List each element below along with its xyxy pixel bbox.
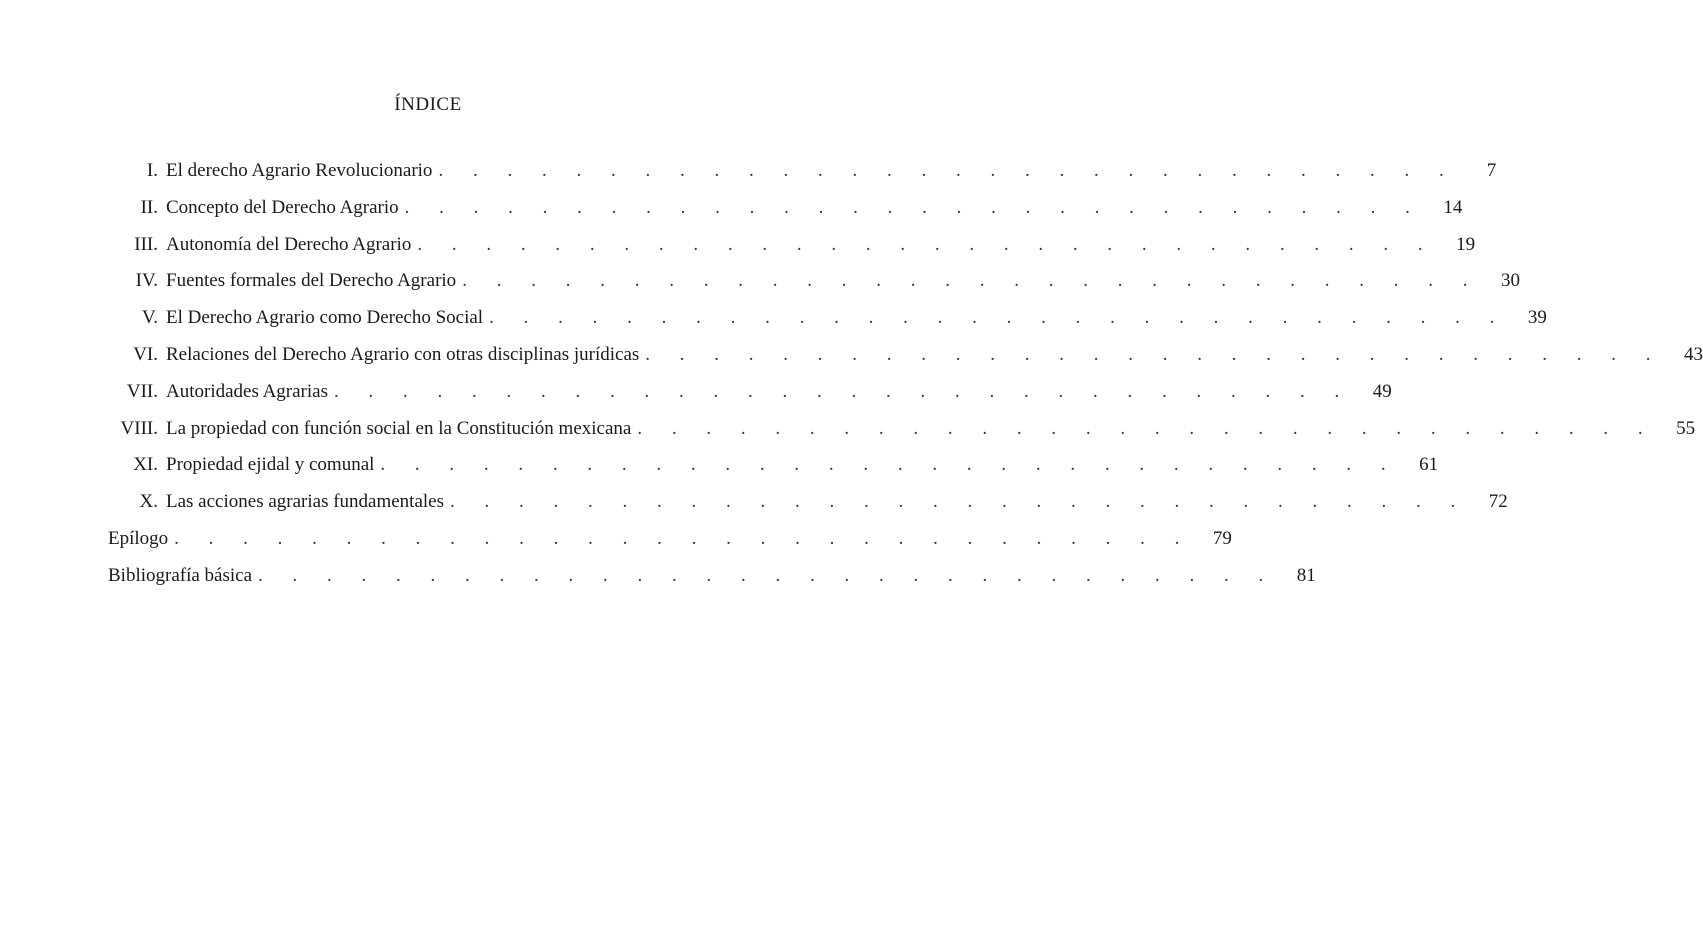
toc-entry-3 <box>108 233 1476 271</box>
toc-entry-5 <box>108 307 1547 344</box>
toc-entry-title: Fuentes formales del Derecho Agrario <box>166 270 457 292</box>
dot-leader: . . . . . . . . . . . . . . . . . . . . . . . . . . . . . . <box>645 343 1664 365</box>
toc-entry-number: X. <box>139 491 158 513</box>
dot-leader: . . . . . . . . . . . . . . . . . . . . . . . . . . . . . . <box>438 160 1457 181</box>
dot-leader: . . . . . . . . . . . . . . . . . . . . . . . . . . . . . . <box>637 417 1656 439</box>
dot-leader: . . . . . . . . . . . . . . . . . . . . . . . . . . . . . . <box>258 564 1276 586</box>
toc-entry-number: IV. <box>135 270 158 292</box>
dot-leader: . . . . . . . . . . . . . . . . . . . . . . . . . . . . . . <box>404 196 1423 218</box>
dot-leader: . . . . . . . . . . . . . . . . . . . . . . . . . . . . . . <box>462 270 1480 292</box>
dot-leader: . . . . . . . . . . . . . . . . . . . . . . . . . . . . . . <box>489 307 1507 329</box>
toc-entry-page: 79 <box>1212 527 1232 549</box>
toc-entry-number: VI. <box>133 343 158 365</box>
dot-leader: . . . . . . . . . . . . . . . . . . . . . . . . . . . . . . <box>333 380 1352 402</box>
toc-entry-number: II. <box>140 196 158 218</box>
dot-leader: . . . . . . . . . . . . . . . . . . . . . . . . . . . . . . <box>417 233 1436 255</box>
dot-leader: . . . . . . . . . . . . . . . . . . . . . . . . . . . . . . <box>380 454 1399 476</box>
toc-entry-10 <box>108 491 1508 528</box>
dot-leader: . . . . . . . . . . . . . . . . . . . . . . . . . . . . . . <box>174 527 1192 549</box>
toc-entry-title: Concepto del Derecho Agrario <box>166 196 399 218</box>
table-of-contents <box>108 160 1703 602</box>
toc-entry-7 <box>108 380 1392 418</box>
page-title: ÍNDICE <box>394 94 462 115</box>
toc-entry-bibliography <box>108 564 1316 602</box>
toc-entry-page: 30 <box>1500 270 1520 292</box>
toc-entry-page: 72 <box>1488 491 1508 513</box>
toc-entry-title: Las acciones agrarias fundamentales <box>166 491 445 513</box>
dot-leader: . . . . . . . . . . . . . . . . . . . . . . . . . . . . . . <box>450 491 1468 513</box>
toc-entry-page: 81 <box>1296 564 1316 586</box>
toc-entry-number: VIII. <box>120 417 158 439</box>
toc-entry-number: I. <box>146 160 158 181</box>
toc-entry-4 <box>108 270 1520 307</box>
toc-entry-page: 39 <box>1527 307 1547 329</box>
toc-entry-number: V. <box>141 307 158 329</box>
toc-entry-title: La propiedad con función social en la Constitución mexicana <box>166 417 632 439</box>
toc-entry-title: El derecho Agrario Revolucionario <box>166 160 433 181</box>
toc-entry-2 <box>108 196 1463 234</box>
toc-entry-title: Propiedad ejidal y comunal <box>166 454 375 476</box>
toc-entry-title: El Derecho Agrario como Derecho Social <box>166 307 484 329</box>
toc-entry-title: Epílogo <box>108 527 169 549</box>
toc-entry-title: Autoridades Agrarias <box>166 380 328 402</box>
toc-entry-number: XI. <box>133 454 158 476</box>
toc-entry-number: VII. <box>126 380 158 402</box>
toc-entry-page: 61 <box>1419 454 1439 476</box>
toc-entry-page: 19 <box>1456 233 1476 255</box>
toc-entry-page: 43 <box>1684 343 1703 365</box>
toc-entry-page: 14 <box>1443 196 1463 218</box>
toc-entry-page: 7 <box>1486 160 1497 181</box>
toc-entry-page: 55 <box>1676 417 1696 439</box>
toc-entry-title: Autonomía del Derecho Agrario <box>166 233 412 255</box>
toc-entry-title: Relaciones del Derecho Agrario con otras disciplinas jurídicas <box>166 343 640 365</box>
toc-entry-8 <box>108 417 1696 455</box>
toc-entry-1 <box>108 160 1497 197</box>
toc-entry-9 <box>108 454 1439 491</box>
toc-entry-title: Bibliografía básica <box>108 564 253 586</box>
toc-entry-epilogue <box>108 527 1232 565</box>
toc-entry-number: III. <box>134 233 158 255</box>
toc-entry-page: 49 <box>1372 380 1392 402</box>
toc-entry-6 <box>108 343 1703 381</box>
